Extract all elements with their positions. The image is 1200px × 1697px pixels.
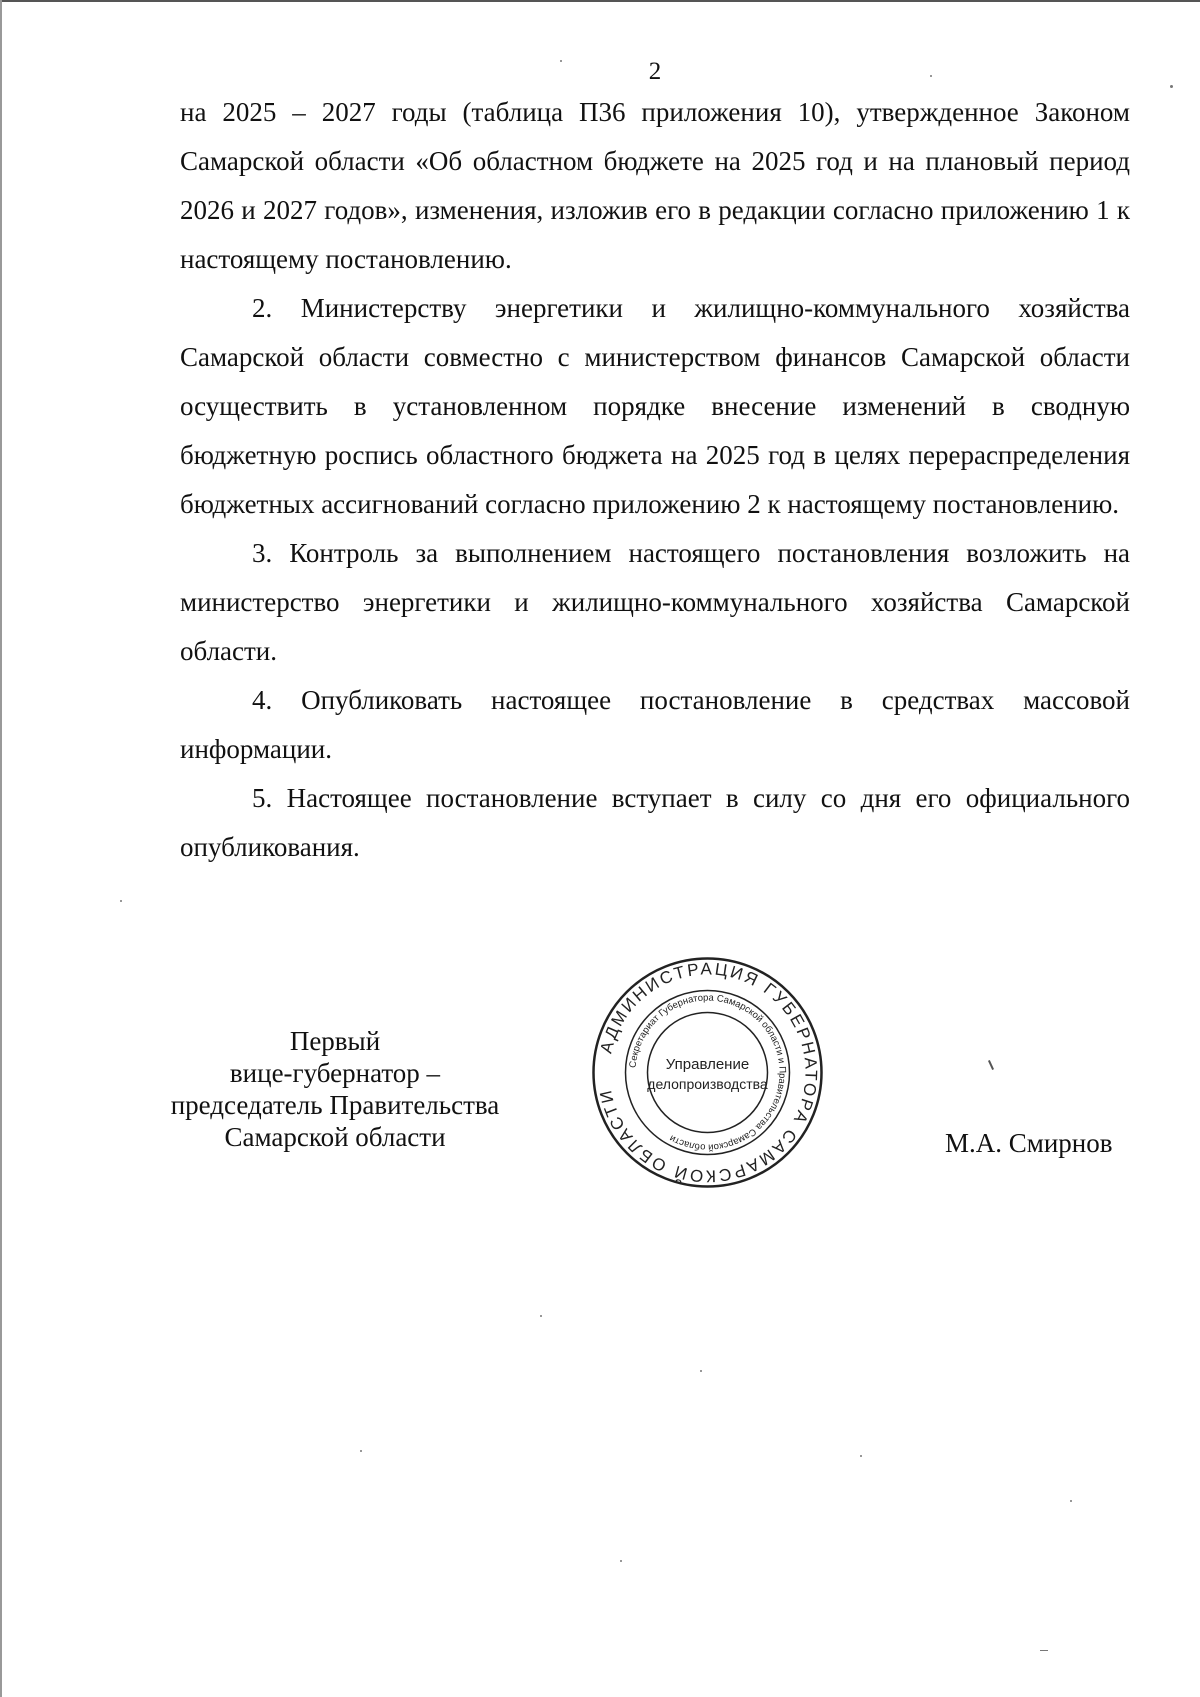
scan-mark: [988, 1060, 994, 1070]
scan-speck: [620, 1560, 622, 1562]
paragraph-4: 4. Опубликовать настоящее постановление в средствах массовой информации.: [180, 685, 1130, 764]
scan-speck: [560, 60, 562, 62]
scan-edge-top: [0, 0, 1200, 2]
scan-speck: [1070, 1500, 1072, 1502]
scan-speck: [1170, 85, 1173, 88]
scan-speck: [700, 1370, 702, 1372]
scan-speck: [1040, 1650, 1048, 1651]
scan-speck: [360, 1450, 362, 1452]
stamp-outer-text: АДМИНИСТРАЦИЯ ГУБЕРНАТОРА САМАРСКОЙ ОБЛАСТИ: [595, 959, 821, 1186]
stamp-inner-text: Секретариат Губернатора Самарской области и Правительства Самарской области: [627, 992, 788, 1153]
paragraph-5: 5. Настоящее постановление вступает в силу со дня его официального опубликования.: [180, 783, 1130, 862]
scan-speck: [860, 1455, 862, 1457]
paragraph-3: 3. Контроль за выполнением настоящего постановления возложить на министерство энергетики и жилищно-коммунального хозяйства Самарской области.: [180, 538, 1130, 666]
scan-speck: [120, 900, 122, 902]
scan-speck: [930, 75, 932, 77]
paragraph-2: 2. Министерству энергетики и жилищно-коммунального хозяйства Самарской области совместно с министерством финансов Самарской области осуществить в установленном порядке внесение изменений в сводную бюджетную роспись областного бюджета на 2025 год в целях перераспределения бюджетных ассигнований согласно приложению 2 к настоящему постановлению.: [180, 293, 1130, 519]
signatory-title-line: Самарской области: [224, 1122, 446, 1152]
signatory-title-line: председатель Правительства: [170, 1090, 500, 1120]
stamp-center-line: Управление: [665, 1056, 750, 1073]
stamp-center-line: делопроизводства: [647, 1076, 768, 1092]
official-seal-stamp: [590, 955, 825, 1190]
document-body: [180, 88, 1130, 872]
page-number: 2: [648, 58, 662, 85]
signatory-title: [155, 1025, 515, 1153]
paragraph-1-continuation: на 2025 – 2027 годы (таблица П36 приложения 10), утвержденное Законом Самарской области «Об областном бюджете на 2025 год и на плановый период 2026 и 2027 годов», изменения, изложив его в редакции согласно приложению 1 к настоящему постановлению.: [180, 97, 1130, 274]
signatory-title-line: вице-губернатор –: [229, 1058, 441, 1088]
scan-speck: [540, 1315, 542, 1317]
signatory-title-line: Первый: [289, 1026, 381, 1056]
signatory-name: М.А. Смирнов: [945, 1128, 1113, 1158]
scan-edge-left: [0, 0, 2, 1697]
